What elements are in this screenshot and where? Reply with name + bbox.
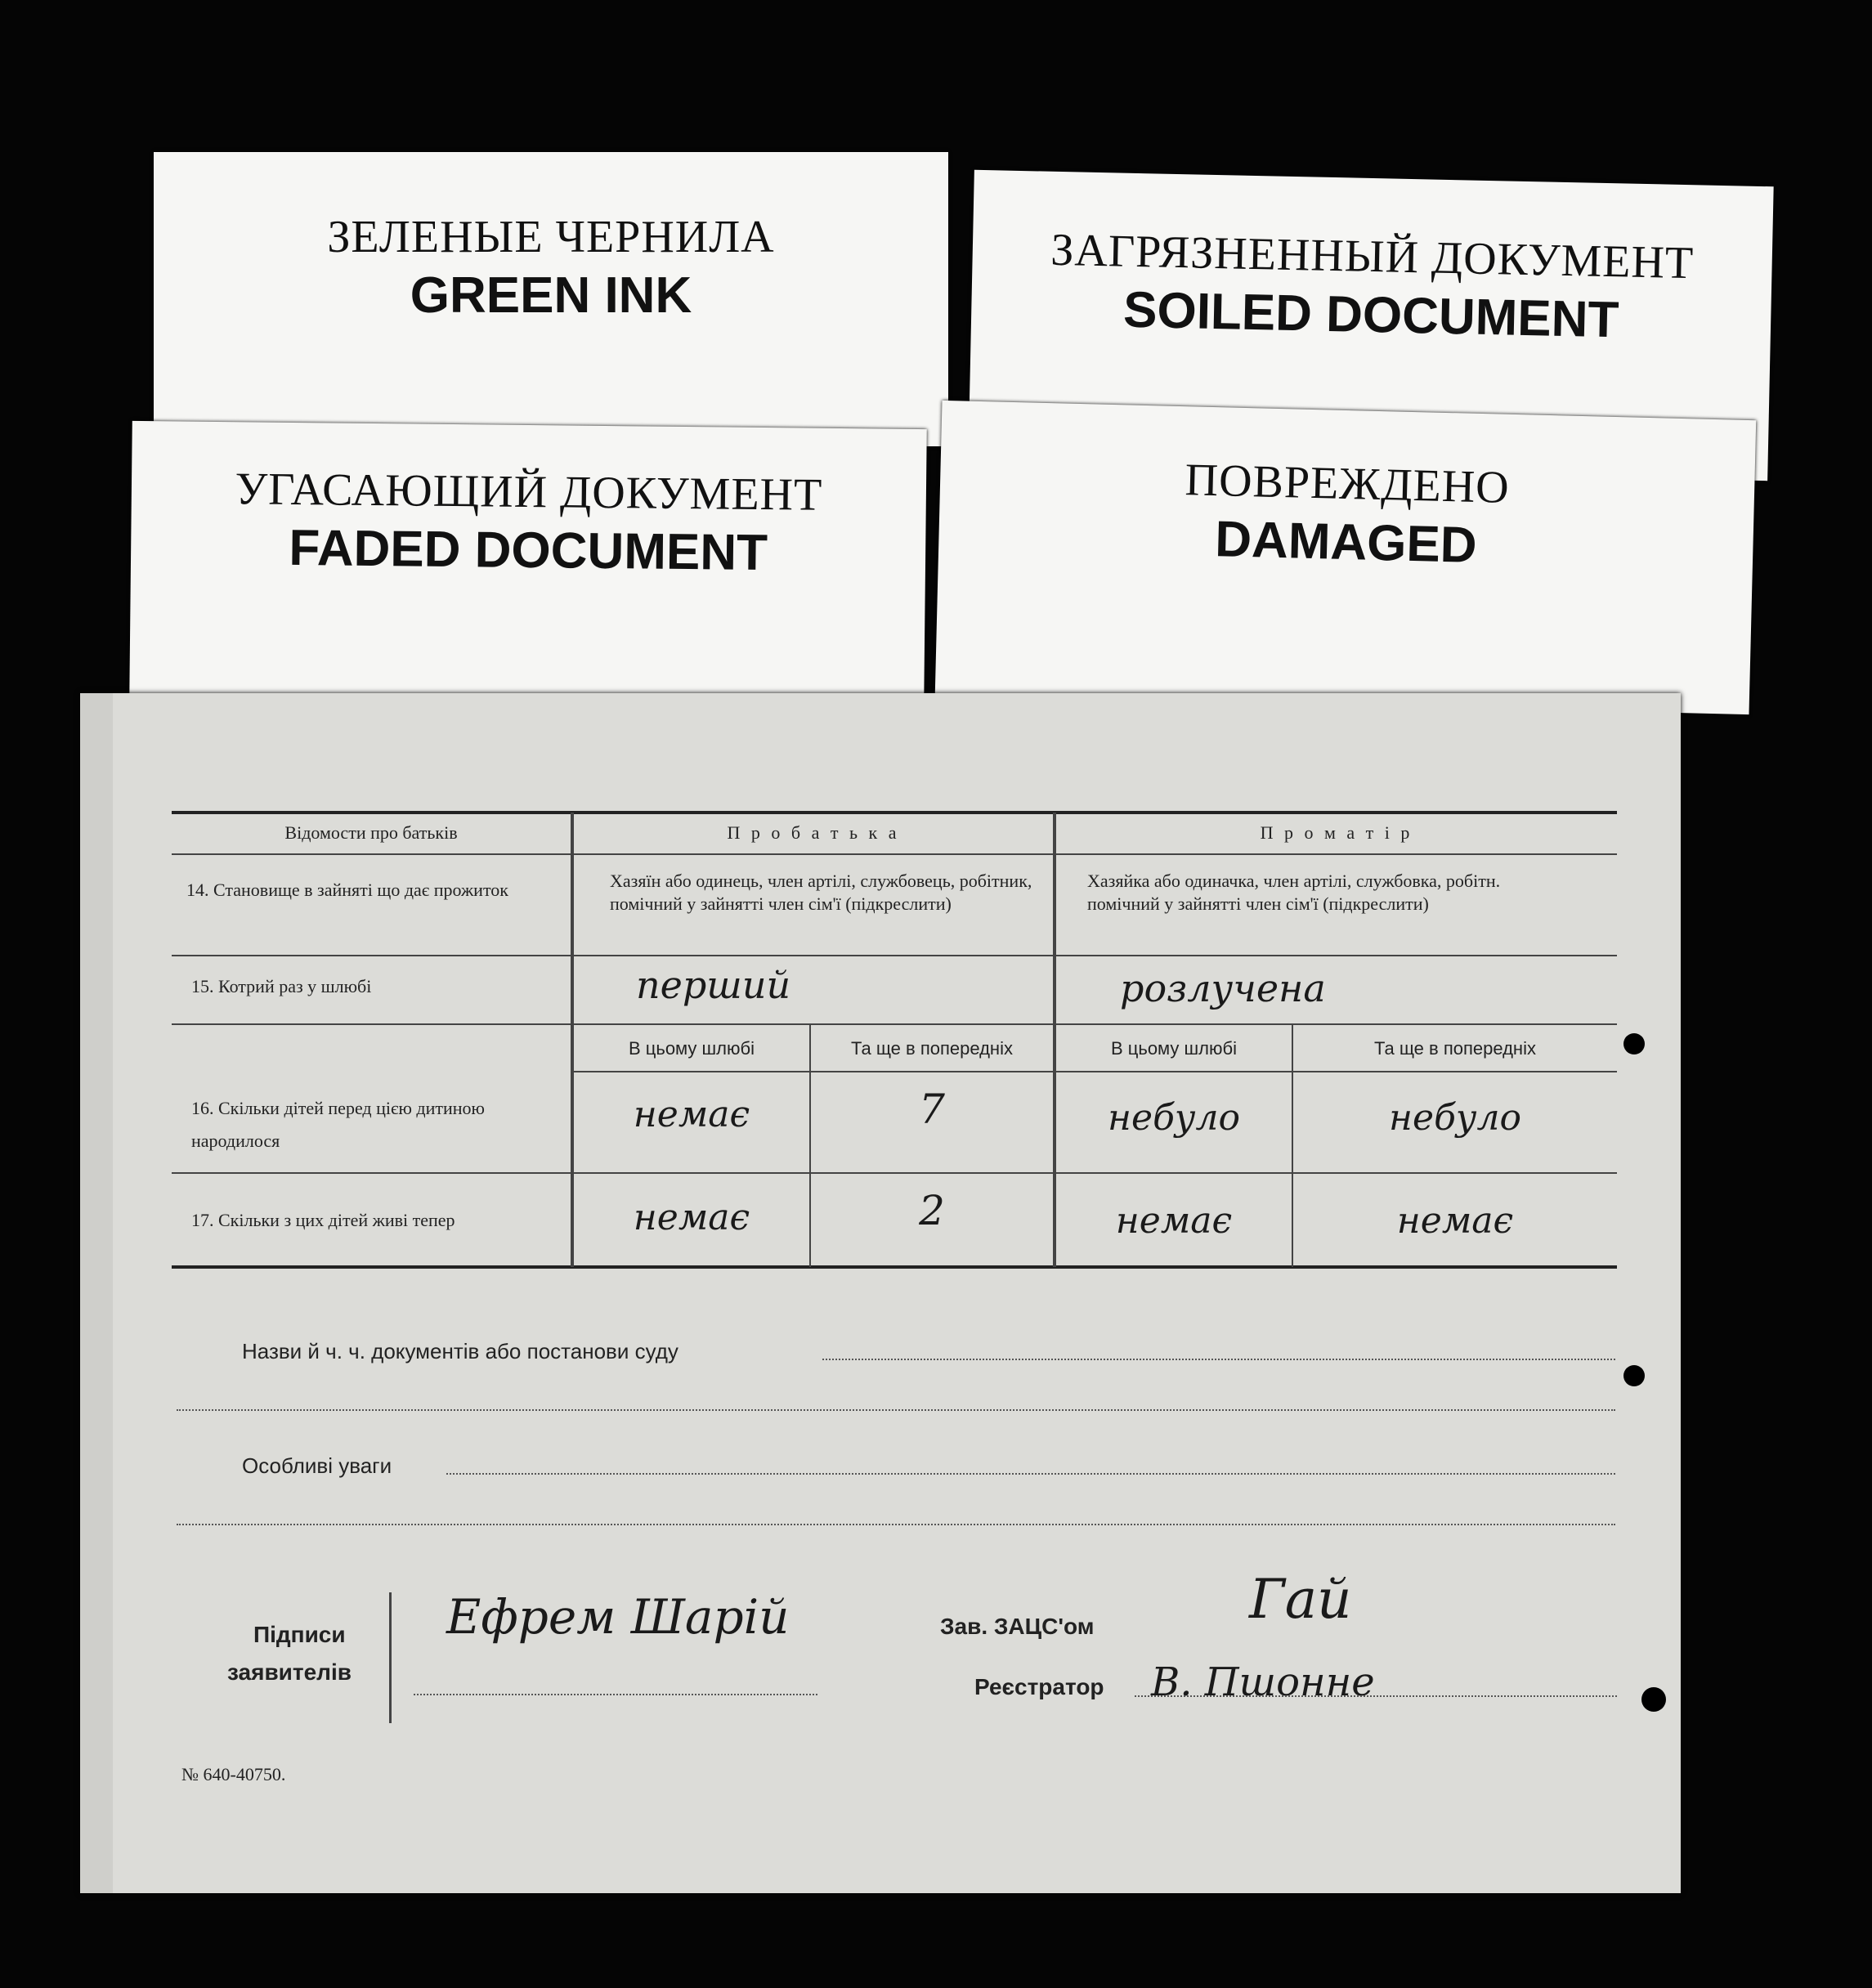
card-title-en: FADED DOCUMENT — [289, 519, 768, 582]
row15-rule — [172, 1023, 1617, 1025]
row16-mother-this: небуло — [1108, 1097, 1240, 1139]
row14-father-options: Хазяїн або одинець, член артілі, службовець, робітник, помічний у зайнятті член сім'ї (підкреслити) — [610, 871, 1032, 914]
header-col1: Відомости про батьків — [284, 822, 458, 843]
punch-hole — [1641, 1687, 1666, 1712]
row14-label: 14. Становище в зайняті що дає прожиток — [186, 880, 508, 900]
signatures-label-1: Підписи — [253, 1622, 346, 1647]
header-rule — [172, 853, 1617, 855]
form-left-edge — [80, 693, 113, 1893]
row14-rule — [172, 955, 1617, 956]
row16-father-this: немає — [633, 1094, 750, 1135]
documents-line-2 — [177, 1409, 1615, 1411]
row16-mother-prev: небуло — [1389, 1097, 1521, 1139]
form-number: № 640-40750. — [181, 1764, 286, 1784]
documents-label: Назви й ч. ч. документів або постанови суду — [242, 1339, 678, 1363]
applicant-signature: Ефрем Шарій — [446, 1589, 790, 1645]
notes-line-2 — [177, 1524, 1615, 1525]
row15-father-value: перший — [636, 963, 791, 1007]
subheader-father-this: В цьому шлюбі — [628, 1038, 755, 1059]
card-title-en: GREEN INK — [410, 267, 692, 324]
card-title-ru: ЗАГРЯЗНЕННЫЙ ДОКУМЕНТ — [1050, 224, 1695, 289]
header-mother: П р о м а т і р — [1260, 822, 1413, 843]
punch-hole — [1623, 1365, 1645, 1386]
row16-father-prev: 7 — [919, 1086, 945, 1133]
header-father: П р о б а т ь к а — [727, 822, 900, 843]
row14-mother-options: Хазяйка або одиначка, член артілі, службовка, робітн. помічний у зайнятті член сім'ї (підкреслити) — [1087, 871, 1501, 914]
head-signature: Гай — [1249, 1568, 1352, 1631]
punch-hole — [1623, 1033, 1645, 1054]
subheader-mother-prev: Та ще в попередніх — [1374, 1038, 1536, 1059]
card-title-en: DAMAGED — [1214, 511, 1478, 574]
registry-form — [80, 693, 1681, 1893]
green-ink-card — [154, 152, 948, 446]
notes-line-1 — [446, 1473, 1615, 1475]
table-bottom-rule — [172, 1265, 1617, 1269]
row16-rule — [172, 1172, 1617, 1174]
documents-line-1 — [822, 1359, 1615, 1360]
card-title-ru: ПОВРЕЖДЕНО — [1184, 454, 1511, 513]
notes-label: Особливі уваги — [242, 1453, 392, 1478]
signatures-label-2: заявителів — [227, 1659, 352, 1685]
card-title-en: SOILED DOCUMENT — [1122, 281, 1620, 349]
card-title-ru: ЗЕЛЕНЫЕ ЧЕРНИЛА — [327, 212, 775, 262]
row17-father-prev: 2 — [919, 1187, 945, 1234]
applicant-signature-line — [414, 1694, 817, 1695]
faded-document-card — [129, 421, 927, 707]
row17-label: 17. Скільки з цих дітей живі тепер — [191, 1210, 455, 1230]
registrar-label: Реєстратор — [974, 1674, 1104, 1699]
row15-label: 15. Котрий раз у шлюбі — [191, 976, 372, 996]
registrar-signature: В. Пшонне — [1151, 1659, 1375, 1705]
row17-mother-prev: немає — [1396, 1200, 1514, 1242]
subheader-mother-this: В цьому шлюбі — [1110, 1038, 1238, 1059]
row17-father-this: немає — [633, 1197, 750, 1238]
card-title-ru: УГАСАЮЩИЙ ДОКУМЕНТ — [235, 463, 823, 521]
head-label: Зав. ЗАЦС'ом — [940, 1614, 1095, 1639]
row17-mother-this: немає — [1115, 1200, 1233, 1242]
subheader-rule — [571, 1071, 1617, 1072]
damaged-card — [935, 401, 1756, 714]
registrar-signature-line — [1135, 1695, 1617, 1697]
signature-brace — [389, 1592, 392, 1723]
subheader-father-prev: Та ще в попередніх — [851, 1038, 1013, 1059]
row15-mother-value: розлучена — [1120, 966, 1326, 1010]
table-top-rule — [172, 811, 1617, 814]
row16-label: 16. Скільки дітей перед цією дитиною народилося — [191, 1098, 485, 1151]
